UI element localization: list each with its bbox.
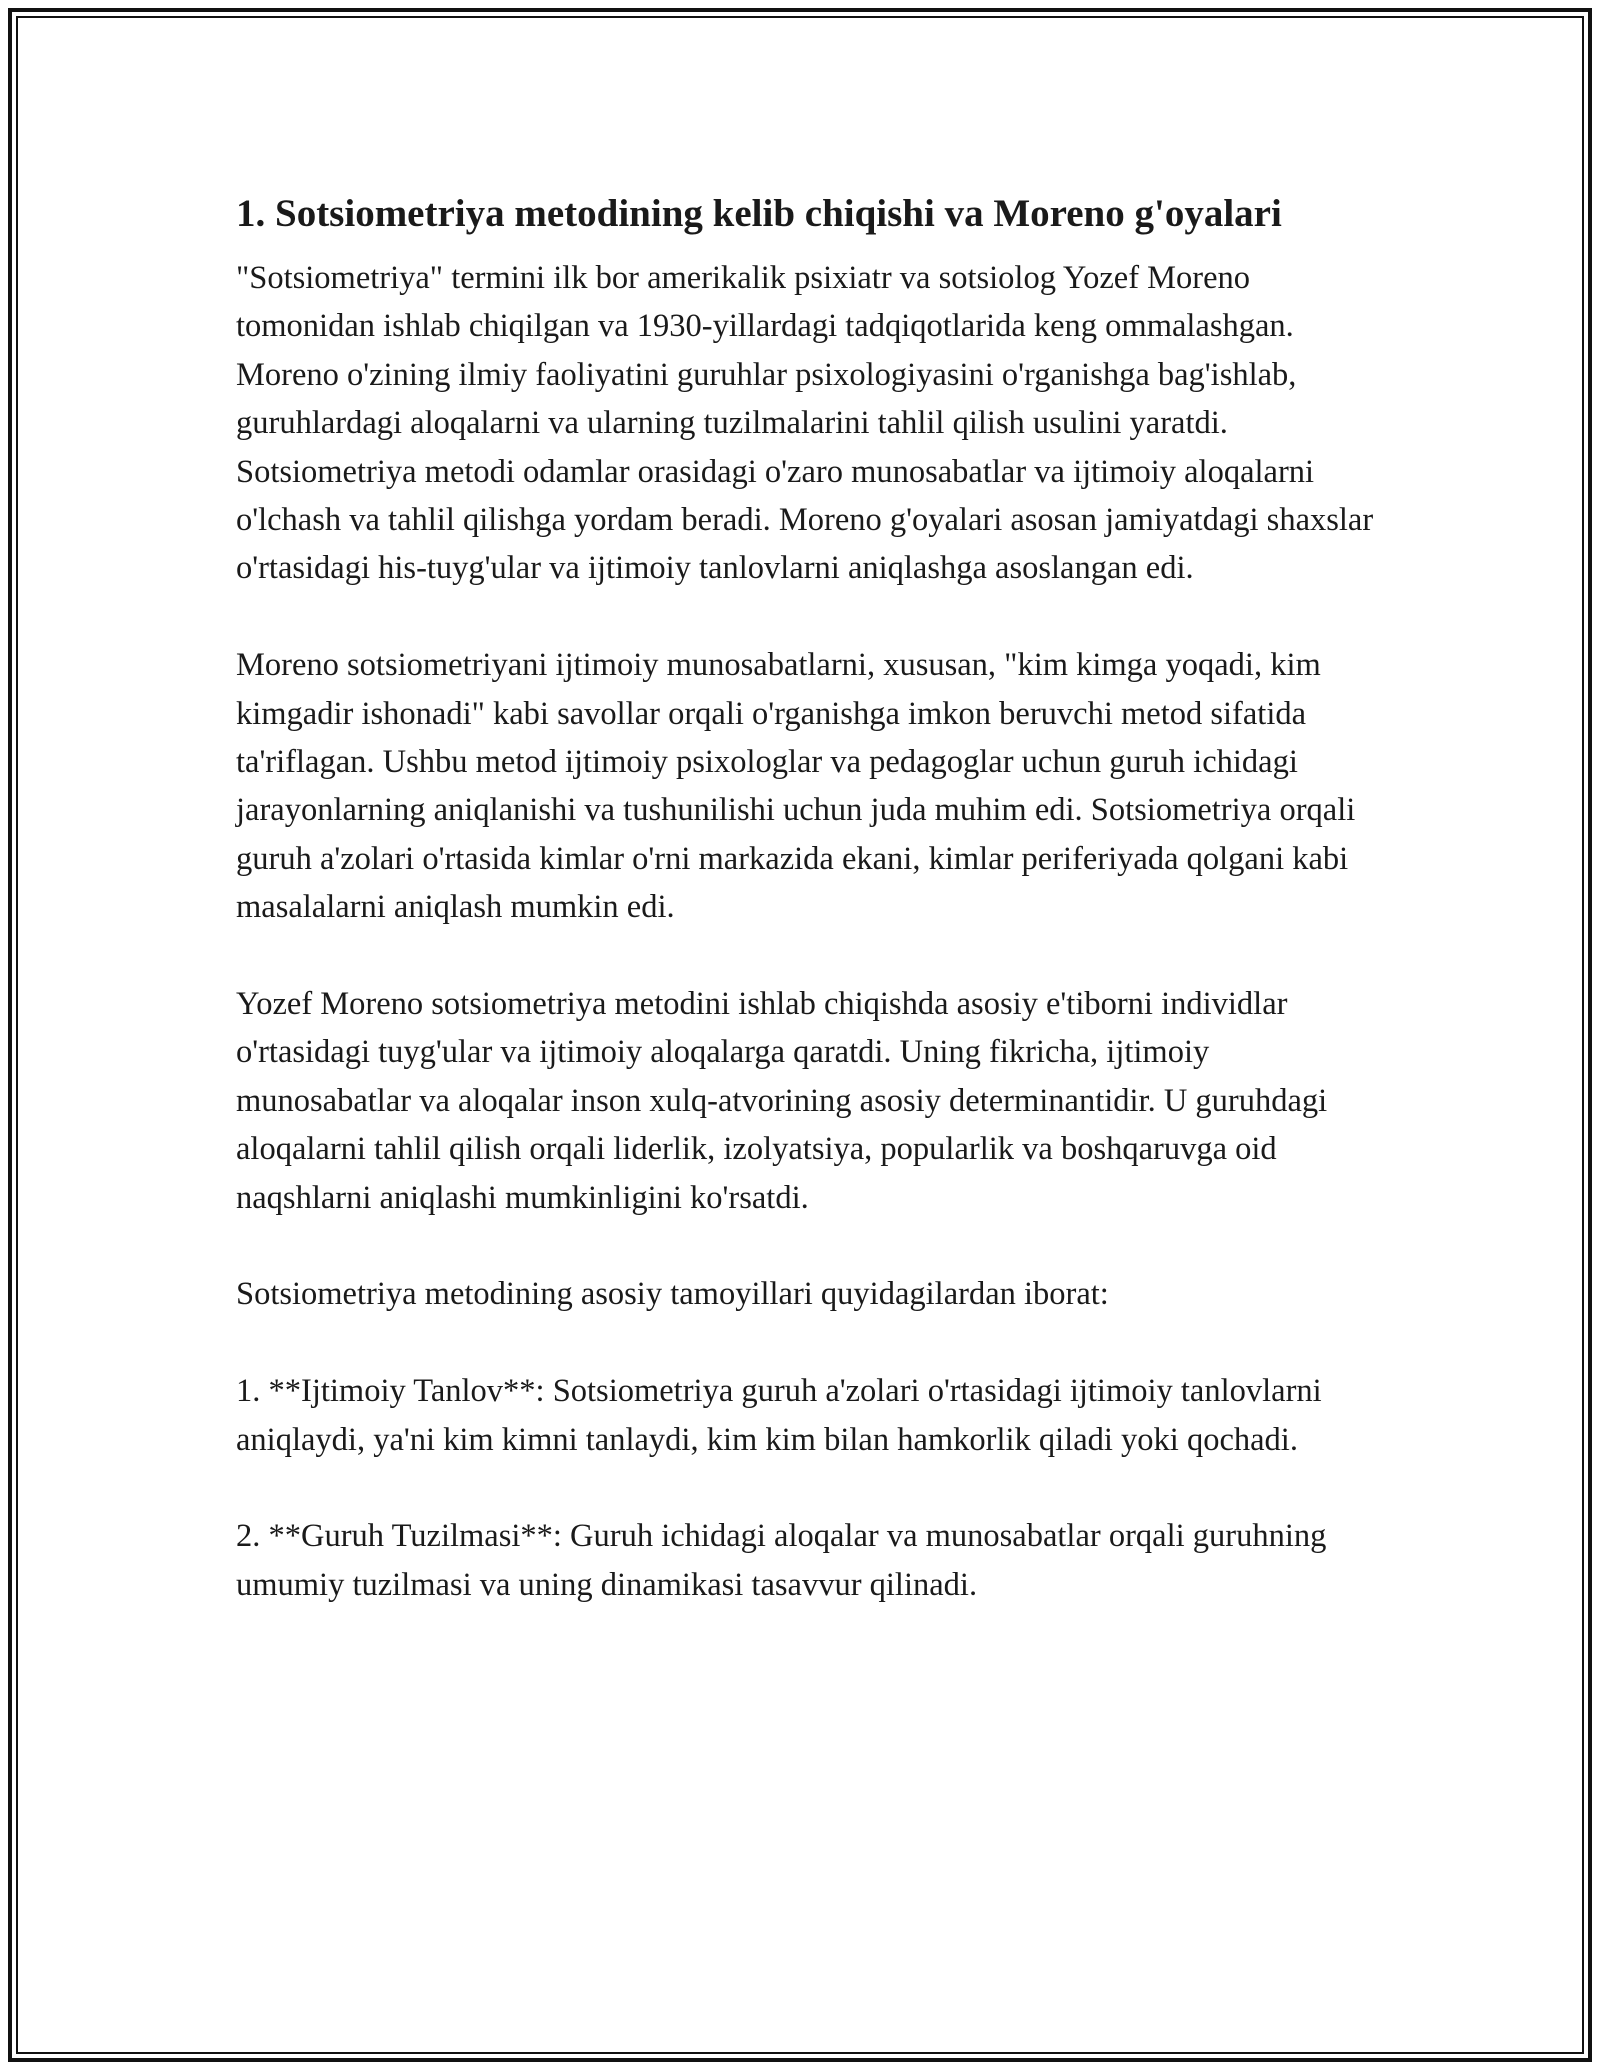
paragraph-principles-intro: Sotsiometriya metodining asosiy tamoyillari quyidagilardan iborat: [236, 1276, 1109, 1313]
section-heading: 1. Sotsiometriya metodining kelib chiqishi va Moreno g'oyalari [236, 192, 1282, 235]
paragraph-origin: "Sotsiometriya" termini ilk bor amerikalik psixiatr va sotsiolog Yozef Moreno tomonidan ishlab chiqilgan va 1930-yillardagi tadqiqotlarida keng ommalashgan. Moreno o'zining ilmiy faoliyatini guruhlar psixologiyasini o'rganishga bag'ishlab, guruhlardagi aloqalarni va ularning tuzilmalarini tahlil qilish usulini yaratdi. Sotsiometriya metodi odamlar orasidagi o'zaro munosabatlar va ijtimoiy aloqalarni o'lchash va tahlil qilishga yordam beradi. Moreno g'oyalari asosan jamiyatdagi shaxslar o'rtasidagi his-tuyg'ular va ijtimoiy tanlovlarni aniqlashga asoslangan edi. [236, 260, 1374, 587]
document-body [236, 188, 1376, 1609]
list-item-group-structure: 2. **Guruh Tuzilmasi**: Guruh ichidagi aloqalar va munosabatlar orqali guruhning umumiy tuzilmasi va uning dinamikasi tasavvur qilinadi. [236, 1518, 1327, 1603]
paragraph-definition: Moreno sotsiometriyani ijtimoiy munosabatlarni, xususan, "kim kimga yoqadi, kim kimgadir ishonadi" kabi savollar orqali o'rganishga imkon beruvchi metod sifatida ta'riflagan. Ushbu metod ijtimoiy psixologlar va pedagoglar uchun guruh ichidagi jarayonlarning aniqlanishi va tushunilishi uchun juda muhim edi. Sotsiometriya orqali guruh a'zolari o'rtasida kimlar o'rni markazida ekani, kimlar periferiyada qolgani kabi masalalarni aniqlash mumkin edi. [236, 647, 1356, 926]
list-item-social-choice: 1. **Ijtimoiy Tanlov**: Sotsiometriya guruh a'zolari o'rtasidagi ijtimoiy tanlovlarni aniqlaydi, ya'ni kim kimni tanlaydi, kim kim bilan hamkorlik qiladi yoki qochadi. [236, 1373, 1322, 1458]
paragraph-focus: Yozef Moreno sotsiometriya metodini ishlab chiqishda asosiy e'tiborni individlar o'rtasidagi tuyg'ular va ijtimoiy aloqalarga qaratdi. Uning fikricha, ijtimoiy munosabatlar va aloqalar inson xulq-atvorining asosiy determinantidir. U guruhdagi aloqalarni tahlil qilish orqali liderlik, izolyatsiya, popularlik va boshqaruvga oid naqshlarni aniqlashi mumkinligini ko'rsatdi. [236, 986, 1328, 1216]
